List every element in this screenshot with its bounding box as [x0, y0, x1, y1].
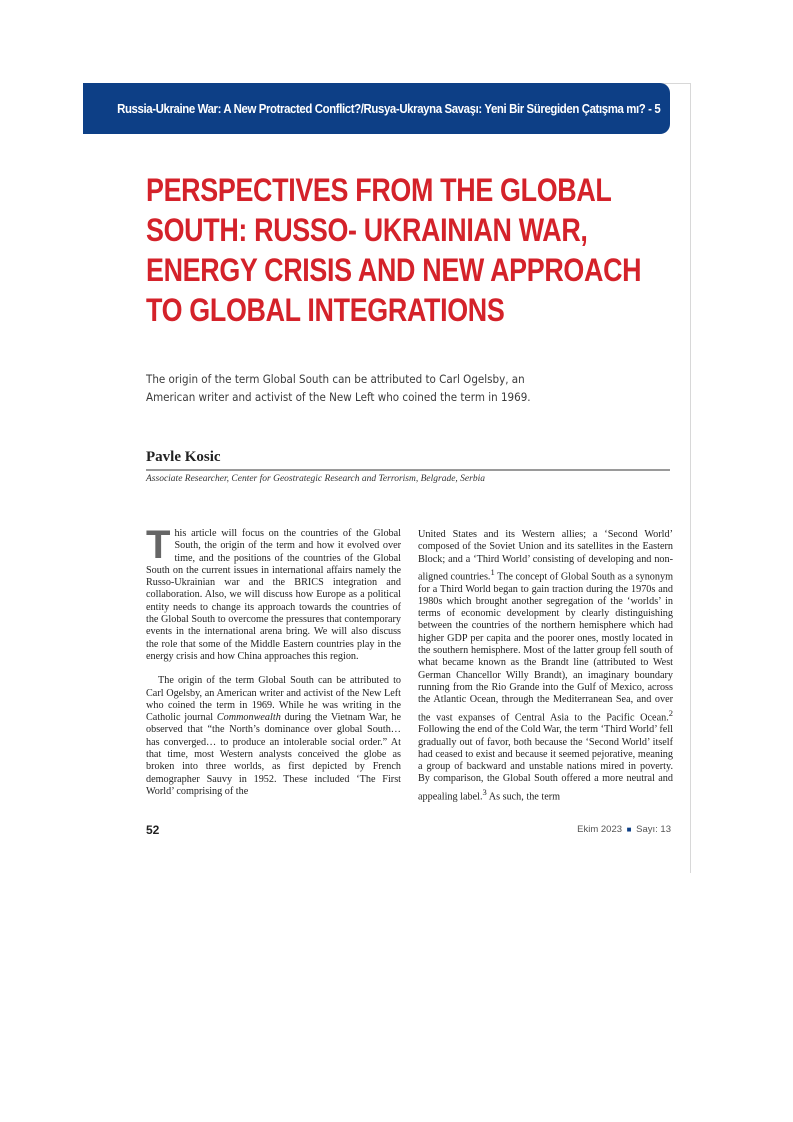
running-header-title: Russia-Ukraine War: A New Protracted Conflict?/Rusya-Ukrayna Savaşı: Yeni Bir Süregiden Çatışma mı? - 5	[116, 101, 660, 116]
footnote-ref-3[interactable]: 3	[482, 786, 487, 797]
separator-square-icon: ■	[626, 825, 632, 834]
issue-number: Sayı: 13	[636, 824, 671, 835]
paragraph-text: The origin of the term Global South can be attributed to Carl Ogelsby, an American writer and activist of the New Left who coined the term in 1969. While he was writing in the Catholic journal	[146, 675, 401, 724]
author-divider	[146, 469, 670, 471]
paragraph-text: during the Vietnam War, he observed that “the North’s dominance over global South… has converged… to produce an intolerable social order.” At that time, most Western analysts conceived the globe as broken into three worlds, as first depicted by French demographer Sauvy in 1952. These included ‘The First World’ comprising of the	[146, 712, 402, 797]
drop-cap: T	[146, 523, 171, 567]
page-number: 52	[146, 823, 160, 837]
body-column-right	[418, 529, 673, 803]
paragraph-text: United States and its Western allies; a ‘Second World’ composed of the Soviet Union and its satellites in the Eastern Block; and a ‘Third World’ consisting of developing and non-aligned countries.	[418, 529, 673, 583]
paragraph-text: Following the end of the Cold War, the term ‘Third World’ fell gradually out of favor, both because the ‘Second World’ itself had ceased to exist and because it seemed pejorative, meaning a group of backward and unstable nations mired in poverty. By comparison, the Global South offered a more neutral and appealing label.	[418, 724, 673, 803]
paragraph-text: The concept of Global South as a synonym for a Third World began to gain traction during the 1970s and 1980s which brought another segregation of the ‘worlds’ in terms of economic development by clearly distinguishing between the countries of the northern hemisphere which had higher GDP per capita and the poorer ones, mostly located in the southern hemisphere. Most of the latter group fell south of what became known as the Brandt line (attributed to West German Chancellor Willy Brandt), an imaginary boundary running from the Rio Grande into the Gulf of Mexico, across the Atlantic Ocean, through the Mediterranean Sea, and over the vast expanses of Central Asia to the Pacific Ocean.	[418, 571, 674, 723]
issue-date: Ekim 2023	[577, 824, 623, 835]
journal-name: Commonwealth	[216, 712, 281, 724]
footnote-ref-1[interactable]: 1	[490, 566, 495, 577]
author-affiliation: Associate Researcher, Center for Geostrategic Research and Terrorism, Belgrade, Serbia	[146, 474, 485, 484]
article-lede: The origin of the term Global South can be attributed to Carl Ogelsby, an American writer and activist of the New Left who coined the term in 1969.	[146, 372, 531, 404]
paragraph-text: his article will focus on the countries of the Global South, the origin of the term and how it evolved over time, and the positions of the countries of the Global South on the current issues in international affairs namely the Russo-Ukrainian war and the BRICS integration and collaboration. Also, we will discuss how Europe as a political entity needs to change its approach towards the countries of the Global South to overcome the pressures that contemporary events in the international arena bring. We will also discuss the role that some of the Middle Eastern countries play in the energy crisis and how China approaches this region.	[146, 528, 401, 662]
running-header	[83, 83, 670, 134]
body-paragraph-2	[146, 675, 401, 798]
paragraph-text: As such, the term	[486, 791, 561, 803]
footnote-ref-2[interactable]: 2	[668, 707, 673, 718]
issue-info	[577, 824, 671, 835]
body-paragraph-3	[418, 529, 673, 803]
author-name: Pavle Kosic	[146, 449, 221, 465]
body-paragraph-1	[146, 523, 401, 663]
article-title: PERSPECTIVES FROM THE GLOBAL SOUTH: RUSSO- UKRAINIAN WAR, ENERGY CRISIS AND NEW APPROACH TO GLOBAL INTEGRATIONS	[146, 172, 642, 328]
body-column-left	[146, 523, 402, 798]
